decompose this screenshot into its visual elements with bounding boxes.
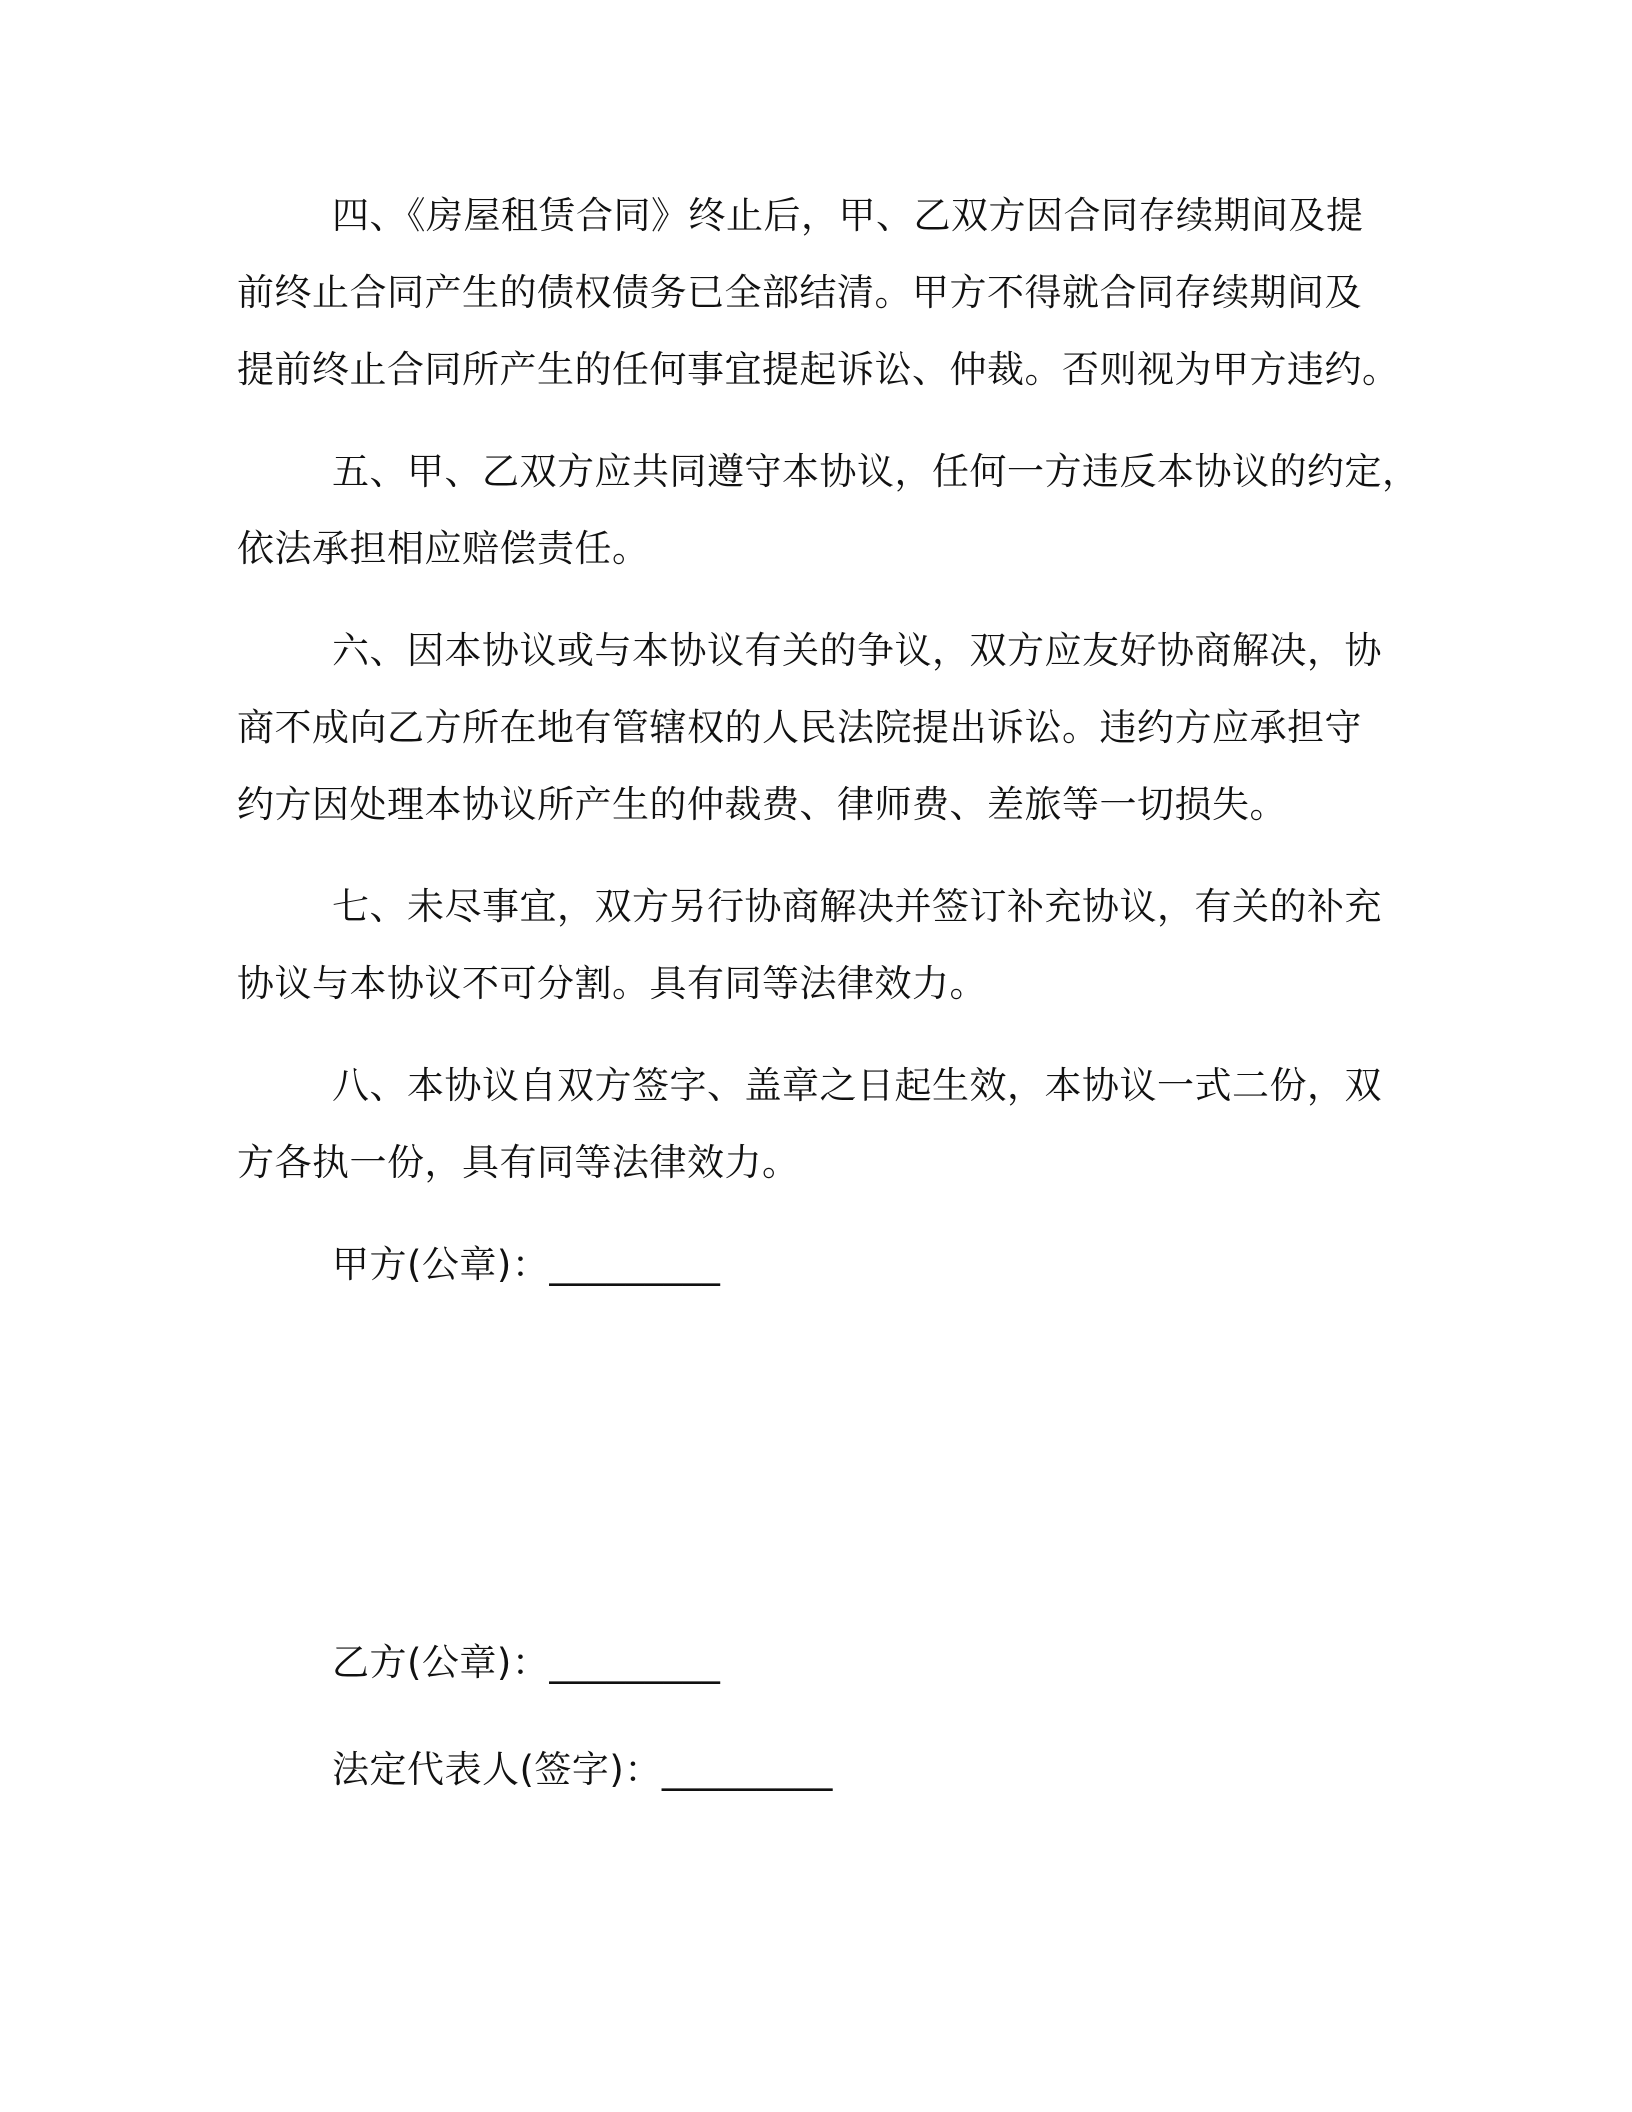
clause-five-line-2: 依法承担相应赔偿责任。 bbox=[237, 527, 650, 570]
party-a-seal-line: 甲方(公章)：_________ bbox=[332, 1243, 721, 1286]
clause-eight-line-1: 八、本协议自双方签字、盖章之日起生效，本协议一式二份，双 bbox=[332, 1064, 1382, 1107]
clause-seven-line-1: 七、未尽事宜，双方另行协商解决并签订补充协议，有关的补充 bbox=[332, 885, 1382, 928]
clause-seven-line-2: 协议与本协议不可分割。具有同等法律效力。 bbox=[237, 962, 987, 1005]
clause-four-line-1: 四、《房屋租赁合同》终止后，甲、乙双方因合同存续期间及提 bbox=[332, 194, 1364, 237]
clause-six-line-3: 约方因处理本协议所产生的仲裁费、律师费、差旅等一切损失。 bbox=[237, 783, 1287, 826]
clause-four-line-3: 提前终止合同所产生的任何事宜提起诉讼、仲裁。否则视为甲方违约。 bbox=[237, 348, 1400, 391]
clause-six-line-1: 六、因本协议或与本协议有关的争议，双方应友好协商解决，协 bbox=[332, 629, 1382, 672]
clause-eight-line-2: 方各执一份，具有同等法律效力。 bbox=[237, 1141, 800, 1184]
clause-five-line-1: 五、甲、乙双方应共同遵守本协议，任何一方违反本协议的约定， bbox=[332, 450, 1420, 493]
party-b-seal-line: 乙方(公章)：_________ bbox=[332, 1641, 721, 1684]
clause-six-line-2: 商不成向乙方所在地有管辖权的人民法院提出诉讼。违约方应承担守 bbox=[237, 706, 1362, 749]
legal-representative-signature-line: 法定代表人(签字)：_________ bbox=[332, 1748, 833, 1791]
clause-four-line-2: 前终止合同产生的债权债务已全部结清。甲方不得就合同存续期间及 bbox=[237, 271, 1362, 314]
